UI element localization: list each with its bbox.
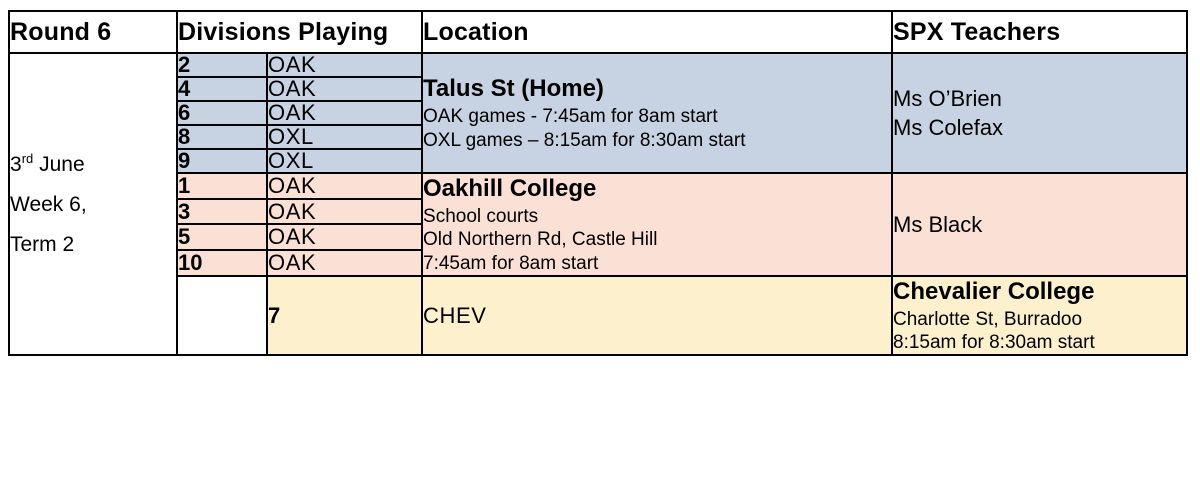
division-code: OXL: [267, 125, 422, 149]
teacher-name: Ms O’Brien: [893, 85, 1002, 111]
table-header-row: [9, 11, 1187, 53]
division-number: 8: [177, 125, 267, 149]
location-title: Talus St (Home): [423, 75, 604, 103]
header-divisions: Divisions Playing: [177, 11, 422, 53]
date-line-3: Term 2: [10, 233, 75, 257]
table-row: [9, 276, 1187, 356]
teachers-cell: [892, 53, 1187, 173]
division-code: OAK: [267, 53, 422, 77]
location-title: Chevalier College: [893, 277, 1095, 305]
header-round: Round 6: [9, 11, 177, 53]
division-code: OAK: [267, 101, 422, 125]
location-detail: Old Northern Rd, Castle Hill: [423, 229, 658, 251]
table-row: [9, 53, 1187, 77]
location-detail: School courts: [423, 206, 539, 228]
division-code: OAK: [267, 199, 422, 225]
date-line-2: Week 6,: [10, 193, 87, 217]
teacher-name: Ms Colefax: [893, 115, 1004, 140]
location-cell: [422, 173, 892, 276]
header-teachers: SPX Teachers: [892, 11, 1187, 53]
table-row: [9, 173, 1187, 199]
division-number: 2: [177, 53, 267, 77]
location-detail: Charlotte St, Burradoo: [893, 309, 1083, 331]
location-detail: OXL games – 8:15am for 8:30am start: [423, 129, 746, 151]
division-number: 4: [177, 77, 267, 101]
division-number: 7: [267, 276, 422, 356]
division-number: 1: [177, 173, 267, 199]
division-code: OAK: [267, 224, 422, 250]
location-detail: 8:15am for 8:30am start: [893, 332, 1095, 354]
location-detail: OAK games - 7:45am for 8am start: [423, 106, 718, 128]
teachers-cell: [892, 173, 1187, 276]
round-schedule-table: [8, 10, 1188, 356]
division-number: 3: [177, 199, 267, 225]
division-code: OAK: [267, 77, 422, 101]
location-cell: [892, 276, 1187, 356]
division-number: 6: [177, 101, 267, 125]
date-cell-spacer: [177, 276, 267, 356]
header-location: Location: [422, 11, 892, 53]
location-detail: 7:45am for 8am start: [423, 252, 599, 274]
teacher-name: Ms Black: [893, 211, 983, 237]
date-day: 3: [10, 153, 22, 177]
division-number: 10: [177, 250, 267, 276]
division-number: 9: [177, 149, 267, 173]
division-number: 5: [177, 224, 267, 250]
date-line-1: [10, 152, 176, 176]
division-code: CHEV: [422, 276, 892, 356]
date-month: June: [33, 153, 85, 177]
division-code: OAK: [267, 173, 422, 199]
division-code: OXL: [267, 149, 422, 173]
schedule-sheet: [0, 10, 1200, 477]
date-day-suffix: rd: [21, 151, 34, 167]
date-cell: [9, 53, 177, 355]
division-code: OAK: [267, 250, 422, 276]
location-title: Oakhill College: [423, 175, 597, 202]
location-cell: [422, 53, 892, 173]
